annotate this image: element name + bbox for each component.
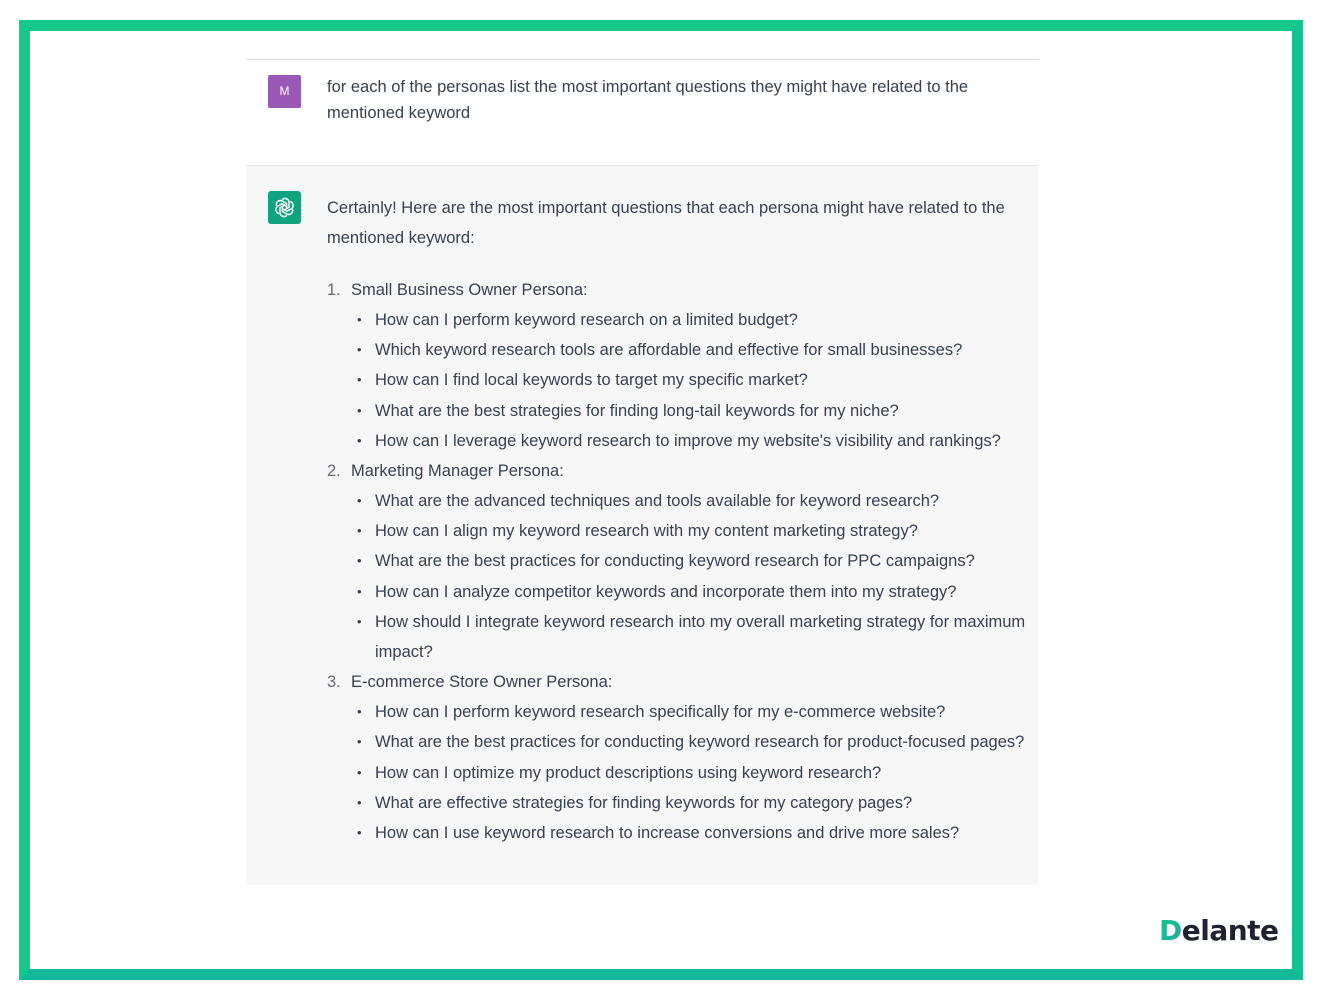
bullet-icon: •: [357, 704, 362, 720]
bullet-icon: •: [357, 312, 362, 327]
question-text: How can I perform keyword research specifically for my e-commerce website?: [375, 703, 946, 722]
question-text: What are the best practices for conducting keyword research for product-focused pages?: [375, 733, 1025, 752]
question-item: [327, 335, 1032, 365]
question-text: What are the best practices for conducting keyword research for PPC campaigns?: [375, 552, 975, 571]
assistant-message-row: [246, 166, 1038, 885]
question-item: [327, 546, 1032, 576]
bullet-icon: •: [357, 613, 362, 629]
question-item: [327, 516, 1032, 546]
bullet-icon: •: [357, 794, 362, 810]
question-text: How can I perform keyword research on a limited budget?: [375, 311, 798, 329]
bullet-icon: •: [357, 493, 362, 509]
openai-logo-icon: [273, 196, 296, 219]
bullet-icon: •: [357, 553, 362, 569]
logo-rest: elante: [1181, 914, 1279, 947]
user-message-row: [246, 60, 1038, 166]
question-text: How can I find local keywords to target my specific market?: [375, 371, 808, 390]
question-item: [327, 426, 1032, 456]
persona-number: 1.: [327, 281, 341, 299]
question-item: [327, 365, 1032, 395]
question-text: How can I align my keyword research with my content marketing strategy?: [375, 522, 918, 541]
persona-item: [327, 275, 1032, 305]
persona-number: 3.: [327, 673, 341, 692]
assistant-message-content: [327, 193, 1032, 848]
question-text: What are effective strategies for finding keywords for my category pages?: [375, 793, 913, 812]
bullet-icon: •: [357, 583, 362, 599]
question-list: [327, 305, 1032, 456]
question-item: [327, 758, 1032, 788]
question-item: [327, 396, 1032, 426]
persona-list: [327, 275, 1032, 848]
question-text: How can I use keyword research to increase conversions and drive more sales?: [375, 824, 960, 843]
logo-initial: D: [1159, 914, 1182, 947]
persona-item: [327, 456, 1032, 486]
question-text: What are the advanced techniques and tools available for keyword research?: [375, 492, 940, 511]
persona-title: E-commerce Store Owner Persona:: [351, 673, 613, 692]
question-item: [327, 727, 1032, 757]
question-text: Which keyword research tools are affordable and effective for small businesses?: [375, 341, 963, 360]
question-text: How should I integrate keyword research into my overall marketing strategy for maximum impact?: [375, 612, 1026, 662]
persona-title: Marketing Manager Persona:: [351, 462, 564, 481]
bullet-icon: •: [357, 764, 362, 780]
bullet-icon: •: [357, 734, 362, 750]
question-item: [327, 305, 1032, 335]
persona-title: Small Business Owner Persona:: [351, 281, 588, 299]
question-text: How can I leverage keyword research to improve my website's visibility and rankings?: [375, 431, 1001, 450]
question-item: [327, 818, 1032, 848]
question-item: [327, 577, 1032, 607]
question-list: [327, 486, 1032, 667]
bullet-icon: •: [357, 432, 362, 448]
question-list: [327, 697, 1032, 848]
question-text: How can I analyze competitor keywords and incorporate them into my strategy?: [375, 582, 957, 601]
chat-transcript: [246, 59, 1038, 885]
question-item: [327, 486, 1032, 516]
question-text: How can I optimize my product descriptions using keyword research?: [375, 763, 882, 782]
user-message-text: for each of the personas list the most important questions they might have related to the mentioned keyword: [327, 78, 969, 122]
bullet-icon: •: [357, 372, 362, 388]
question-item: [327, 788, 1032, 818]
persona-item: [327, 667, 1032, 697]
persona-number: 2.: [327, 462, 341, 481]
question-text: What are the best strategies for finding long-tail keywords for my niche?: [375, 401, 899, 420]
delante-logo: [1159, 914, 1279, 948]
user-avatar: M: [268, 75, 301, 108]
assistant-intro: Certainly! Here are the most important questions that each persona might have related to the mentioned keyword:: [327, 199, 1005, 247]
bullet-icon: •: [357, 402, 362, 418]
question-item: [327, 697, 1032, 727]
bullet-icon: •: [357, 825, 362, 841]
bullet-icon: •: [357, 523, 362, 539]
assistant-avatar: [268, 191, 301, 224]
question-item: [327, 607, 1032, 667]
bullet-icon: •: [357, 342, 362, 358]
